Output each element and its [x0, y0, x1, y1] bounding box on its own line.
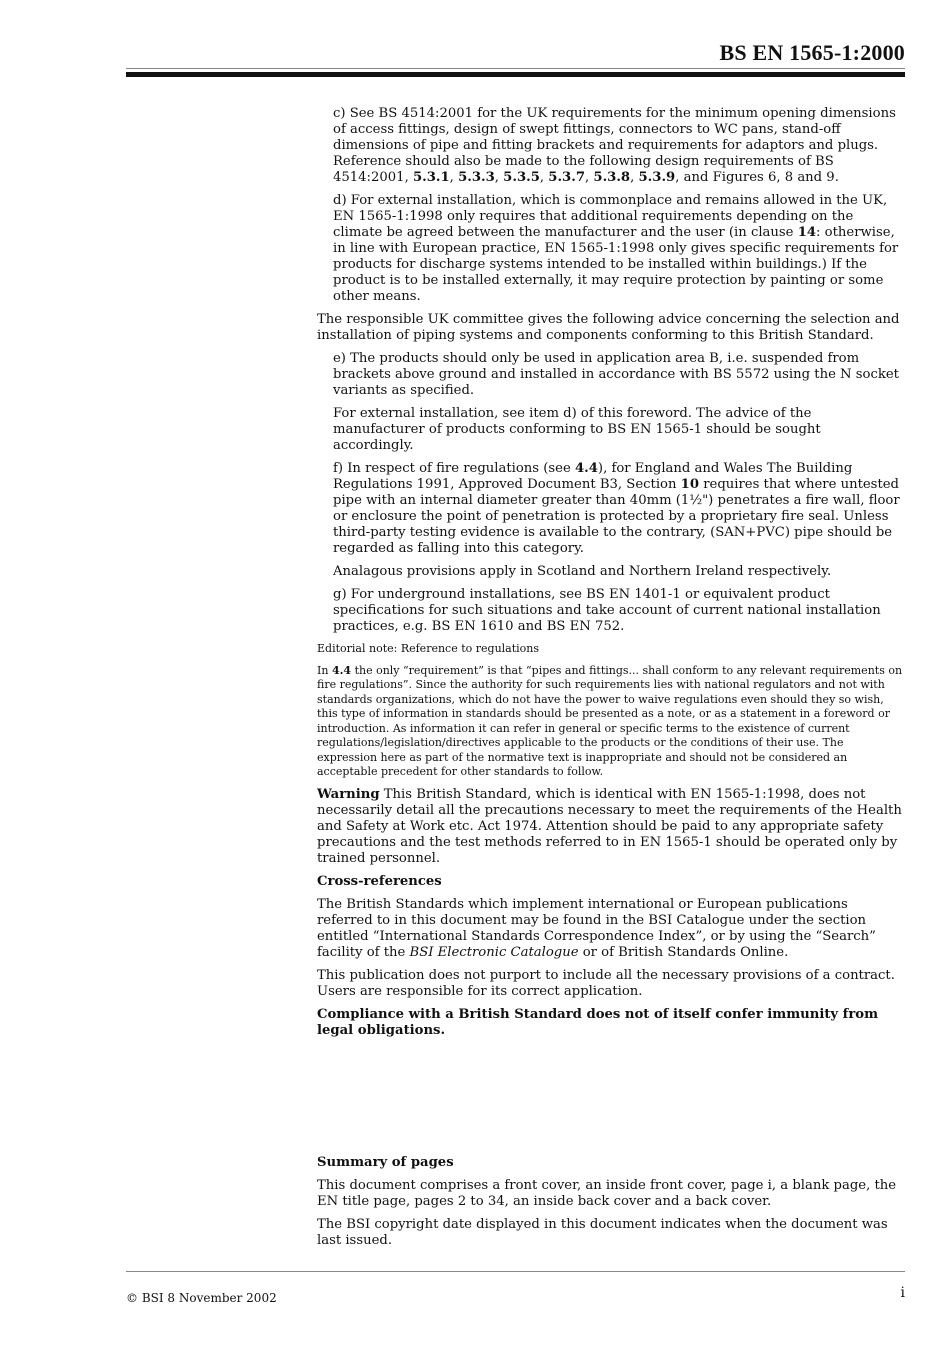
cross-references-heading: Cross-references [317, 873, 442, 889]
item-c: c) See BS 4514:2001 for the UK requirements for the minimum opening dimensions of access fittings, design of swept fittings, connectors to WC pans, stand-off dimensions of pipe and fitting brackets and requirements for adaptors and plugs. Reference should also be made to the following design requirements of BS 4514:2001, 5.3.1, 5.3.3, 5.3.5, 5.3.7, 5.3.8, 5.3.9, and Figures 6, 8 and 9. [333, 106, 896, 185]
contract-disclaimer: This publication does not purport to include all the necessary provisions of a contract. Users are responsible for its correct application. [317, 967, 895, 999]
item-e: e) The products should only be used in application area B, i.e. suspended from brackets above ground and installed in accordance with BS 5572 using the N socket variants as specified. [333, 351, 899, 398]
foreword-items [317, 106, 905, 1046]
document-id: BS EN 1565-1:2000 [719, 40, 905, 65]
warning-paragraph: Warning This British Standard, which is identical with EN 1565-1:1998, does not necessarily detail all the precautions necessary to meet the requirements of the Health and Safety at Work etc. Act 1974. Attention should be paid to any appropriate safety precautions and the test methods referred to in EN 1565-1 should be operated only by trained personnel. [317, 786, 902, 866]
summary-text: This document comprises a front cover, an inside front cover, page i, a blank page, the EN title page, pages 2 to 34, an inside back cover and a back cover. [317, 1178, 897, 1209]
item-d: d) For external installation, which is commonplace and remains allowed in the UK, EN 1565-1:1998 only requires that additional requirements depending on the climate be agreed between the manufacturer and the user (in clause 14: otherwise, in line with European practice, EN 1565-1:1998 only gives specific requirements for products for discharge systems intended to be installed within buildings.) If the product is to be installed externally, it may require protection by painting or some other means. [333, 193, 899, 304]
cross-references-text: The British Standards which implement international or European publications referred to in this document may be found in the BSI Catalogue under the section entitled “International Standards Correspondence Index”, or by using the “Search” facility of the BSI Electronic Catalogue or of British Standards Online. [317, 896, 876, 960]
committee-advice: The responsible UK committee gives the following advice concerning the selection and installation of piping systems and components conforming to this British Standard. [317, 312, 900, 343]
summary-heading: Summary of pages [317, 1155, 454, 1170]
item-f: f) In respect of fire regulations (see 4.4), for England and Wales The Building Regulations 1991, Approved Document B3, Section 10 requires that where untested pipe with an internal diameter greater than 40mm (1½") penetrates a fire wall, floor or enclosure the point of penetration is protected by a proprietary fire seal. Unless third-party testing evidence is available to the contrary, (SAN+PVC) pipe should be regarded as falling into this category. [333, 461, 900, 556]
header-rule-thick [126, 72, 905, 77]
header-rule-thin [126, 68, 905, 69]
editorial-note-title: Editorial note: Reference to regulations [317, 642, 540, 655]
external-installation-note: For external installation, see item d) of this foreword. The advice of the manufacturer of products conforming to BS EN 1565-1 should be sought accordingly. [333, 406, 821, 453]
page-number: i [900, 1285, 905, 1301]
summary-of-pages [317, 1155, 905, 1256]
copyright-footer: © BSI 8 November 2002 [126, 1291, 277, 1305]
editorial-note-body: In 4.4 the only “requirement” is that “pipes and fittings... shall conform to any relevant requirements on fire regulations”. Since the authority for such requirements lies with national regulators and not with standards organizations, which do not have the power to waive regulations even should they so wish, this type of information in standards should be presented as a note, or as a statement in a foreword or introduction. As information it can refer in general or specific terms to the existence of current regulations/legislation/directives applicable to the products or the conditions of their use. The expression here as part of the normative text is inappropriate and should not be considered an acceptable precedent for other standards to follow. [317, 663, 903, 778]
analagous-provisions: Analagous provisions apply in Scotland and Northern Ireland respectively. [333, 564, 832, 579]
item-g: g) For underground installations, see BS EN 1401-1 or equivalent product specifications for such situations and take account of current national installation practices, e.g. BS EN 1610 and BS EN 752. [333, 587, 881, 634]
compliance-statement: Compliance with a British Standard does not of itself confer immunity from legal obligations. [317, 1006, 879, 1038]
copyright-date-note: The BSI copyright date displayed in this document indicates when the document was last issued. [317, 1217, 888, 1248]
footer-rule [126, 1271, 905, 1272]
